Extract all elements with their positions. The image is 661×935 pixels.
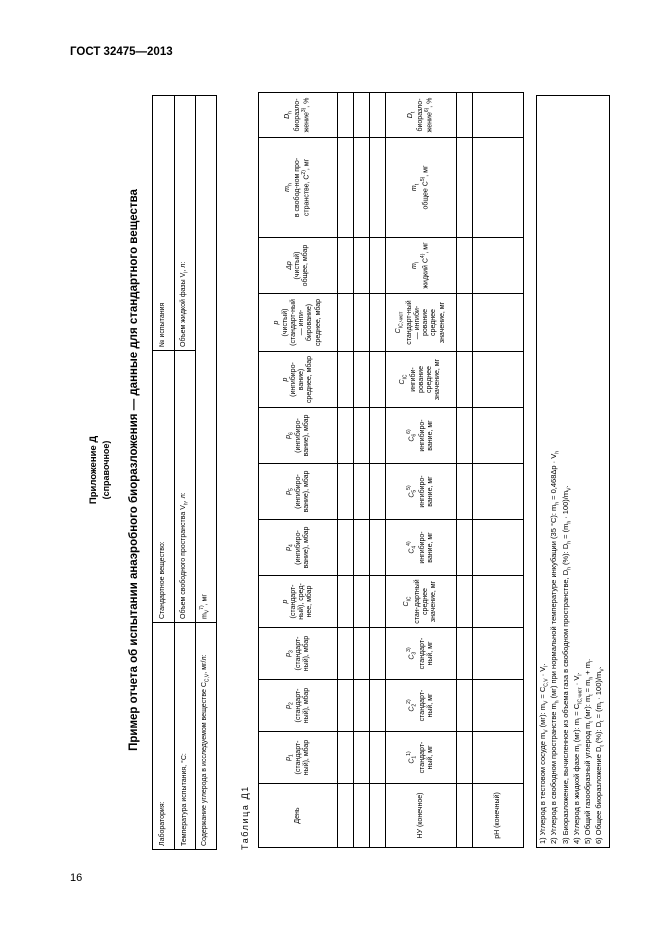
table-row — [338, 92, 354, 847]
header-delta-p: Δp (чистый) общее, мбар — [259, 238, 338, 294]
header-p2: $p_2$ (стандарт-ный), мбар — [259, 680, 338, 732]
label-m-l: $m_l$ жидкий $C^{4)}$, мг — [386, 238, 457, 294]
label-c6: $C_6^{6)}$ ингибиро-вание, мг — [386, 408, 457, 464]
label-ph: pH (конечный) — [473, 784, 524, 848]
label-c2: $C_2^{2)}$ стандарт-ный, мг — [386, 680, 457, 732]
info-row-1 — [153, 96, 175, 850]
headspace-volume-cell: Объем свободного пространства $V_h$, л: — [175, 351, 196, 623]
label-c3: $C_3^{3)}$ стандарт-ный, мг — [386, 628, 457, 680]
liquid-volume-cell: Объем жидкой фазы $V_l$, л: — [175, 96, 196, 351]
label-c-net: $C_{IC,чист}$ стандарт-ный — ингиби-рование среднее значение, мг — [386, 294, 457, 352]
table-row — [457, 92, 473, 847]
data-table — [258, 92, 524, 848]
label-c5: $C_5^{5)}$ ингибиро-вание, мг — [386, 464, 457, 520]
rotated-page-content — [68, 90, 628, 850]
test-number-cell: № испытания — [153, 96, 175, 351]
info-row-2 — [175, 96, 196, 850]
header-p-net: p (чистый) (стандарт-ный — инги-бирование) среднее, мбар — [259, 294, 338, 352]
header-p-inhib-mean: p (ингибиро-вание) среднее, мбар — [259, 352, 338, 408]
table-ph-row — [473, 92, 524, 847]
table-header-row — [259, 92, 338, 847]
section-title: Пример отчета об испытании анаэробного биоразложения — данные для стандартного вещества — [128, 189, 140, 751]
header-p4: $p_4$ (ингибиро-вание), мбар — [259, 520, 338, 576]
header-d-h: $D_h$ биоразло-жение$^{3)}$, % — [259, 92, 338, 137]
laboratory-cell: Лаборатория: — [153, 623, 175, 850]
label-ic: НУ (конечное) — [386, 784, 457, 848]
footnote-6: 6) Общее биоразложение $D_t$ (%): $D_t = (m_t \cdot 100)/m_V$. — [594, 666, 606, 844]
info-row-3 — [196, 96, 217, 850]
header-p-mean: p (стандарт-ный), сред-нее, мбар — [259, 576, 338, 628]
label-m-t: $m_t$ общее $C^{5)}$, мг — [386, 137, 457, 237]
footnote-4: 4) Углерод в жидкой фазе $m_l$ (мг): $m_l = C_{IC,чист} \cdot V_l$. — [571, 672, 584, 844]
footnote-1: 1) Углерод в тестовом сосуде $m_V$ (мг): $m_V = C_{C,V} \cdot V_l$. — [538, 663, 550, 844]
table-caption: Таблица Д1 — [240, 785, 250, 850]
page-number: 16 — [70, 872, 83, 884]
footnotes — [536, 95, 610, 848]
header-p1: $p_1$ (стандарт-ный), мбар — [259, 732, 338, 784]
header-p3: $p_3$ (стандарт-ный), мбар — [259, 628, 338, 680]
test-temperature-cell: Температура испытания, °C: — [175, 623, 196, 850]
header-day: День — [259, 784, 338, 848]
carbon-content-cell: Содержание углерода в исследуемом веществе $C_{C,V}$, мг/л: — [196, 623, 217, 850]
footnote-3: 3) Биоразложение, вычисленное из объема газа в свободном пространстве, $D_h$ (%): $D_h = (m_h \cdot 100)/m_V$. — [560, 485, 572, 844]
header-p5: $p_5$ (ингибиро-вание), мбар — [259, 464, 338, 520]
label-c-inhib-mean: $C_{IC}$ ингиби-рование среднее значение, мг — [386, 352, 457, 408]
appendix-title: Приложение Д — [88, 435, 99, 505]
table-label-row — [386, 92, 457, 847]
appendix-subtitle: (справочное) — [101, 440, 111, 500]
label-c4: $C_4^{4)}$ ингибиро-вание, мг — [386, 520, 457, 576]
footnote-2: 2) Углерод в свободном пространстве $m_h$ (мг) при нормальной температуре инкубации (35 °C): $m_h = 0,468\Delta p \cdot V_h$ — [549, 450, 561, 844]
header-m-h: $m_h$ в свобод-ном про-странстве, $C^{2)}$, мг — [259, 137, 338, 237]
total-mass-cell: $m_V^{7)}$, мг — [196, 96, 217, 623]
table-row — [370, 92, 386, 847]
table-row — [354, 92, 370, 847]
document-code: ГОСТ 32475—2013 — [70, 46, 173, 58]
header-p6: $p_6$ (ингибиро-вание), мбар — [259, 408, 338, 464]
footnote-5: 5) Общий газообразный углерод $m_t$ (мг): $m_t = m_h + m_l$. — [583, 658, 595, 844]
label-d-t: $D_t$ биоразло-жение$^{6)}$, % — [386, 92, 457, 137]
info-table — [152, 95, 217, 850]
label-c-mean: $C_{IC}$ стан-дартный среднее значение, мг — [386, 576, 457, 628]
standard-substance-cell: Стандартное вещество: — [153, 351, 175, 623]
label-c1: $C_1^{1)}$ стандарт-ный, мг — [386, 732, 457, 784]
